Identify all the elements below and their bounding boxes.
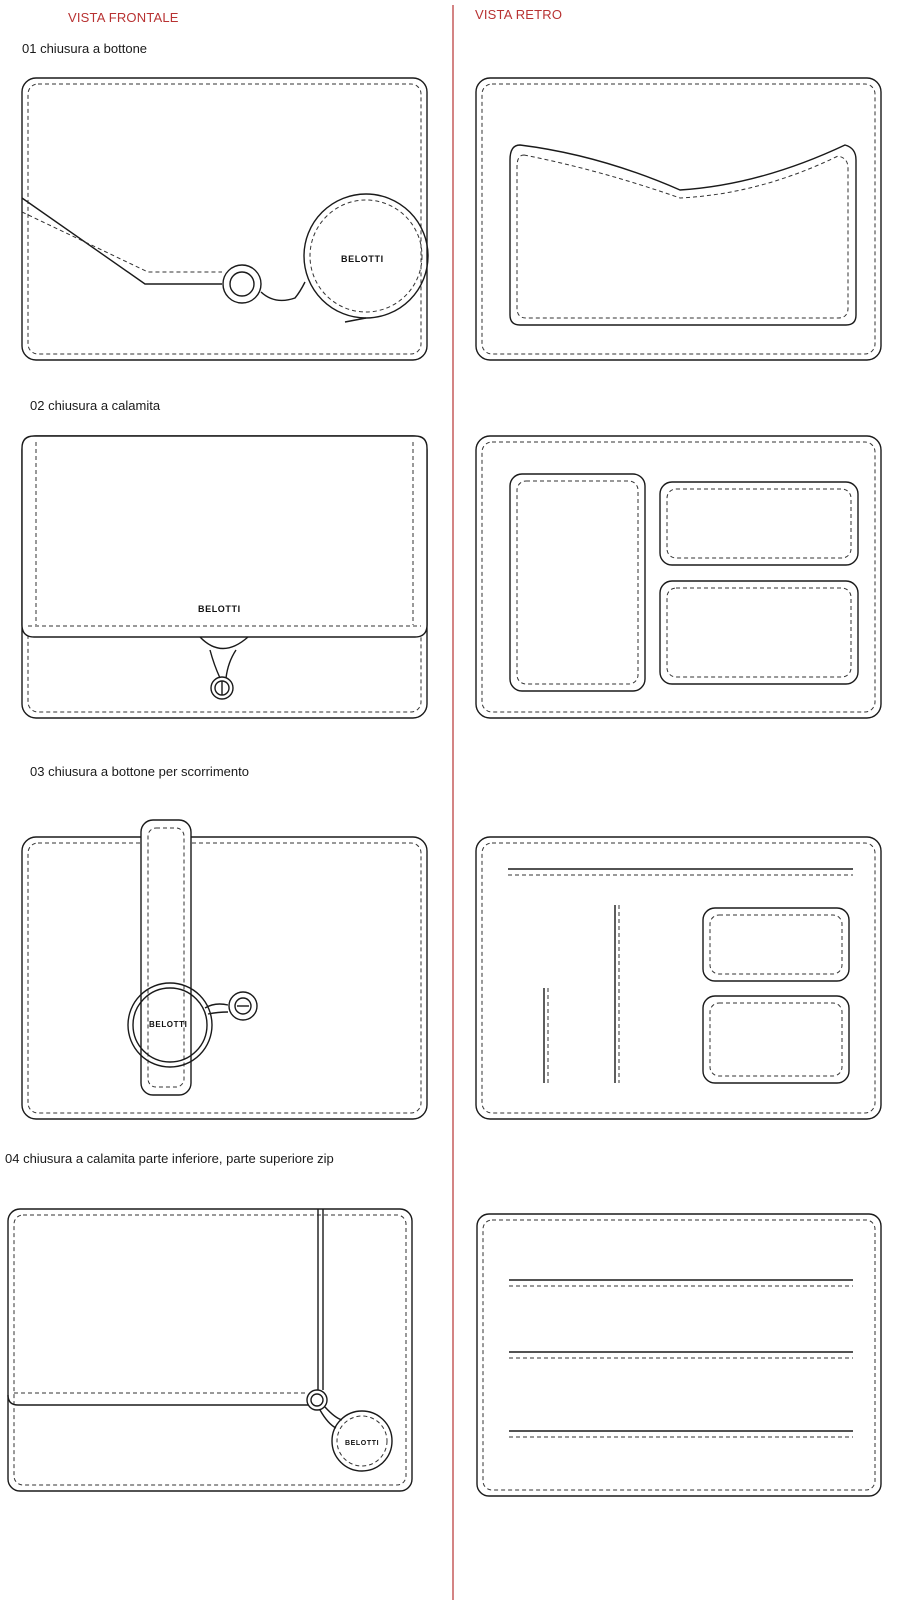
section-label-04: 04 chiusura a calamita parte inferiore, parte superiore zip: [5, 1151, 334, 1166]
wallet-02-back: [476, 436, 881, 718]
wallet-01-front: [22, 78, 428, 360]
brand-logo-02: BELOTTI: [198, 604, 241, 614]
back-view-header: VISTA RETRO: [475, 7, 563, 22]
wallet-04-front: [8, 1209, 412, 1491]
section-label-02: 02 chiusura a calamita: [30, 398, 161, 413]
wallet-01-back: [476, 78, 881, 360]
brand-logo-03: BELOTTI: [149, 1020, 188, 1029]
section-label-03: 03 chiusura a bottone per scorrimento: [30, 764, 249, 779]
wallet-03-front: [22, 820, 427, 1119]
brand-logo-04: BELOTTI: [345, 1440, 380, 1447]
brand-logo-01: BELOTTI: [341, 254, 384, 264]
wallet-02-front: [22, 436, 427, 718]
wallet-04-back: [477, 1214, 881, 1496]
section-label-01: 01 chiusura a bottone: [22, 41, 148, 56]
front-view-header: VISTA FRONTALE: [68, 10, 179, 25]
wallet-03-back: [476, 837, 881, 1119]
